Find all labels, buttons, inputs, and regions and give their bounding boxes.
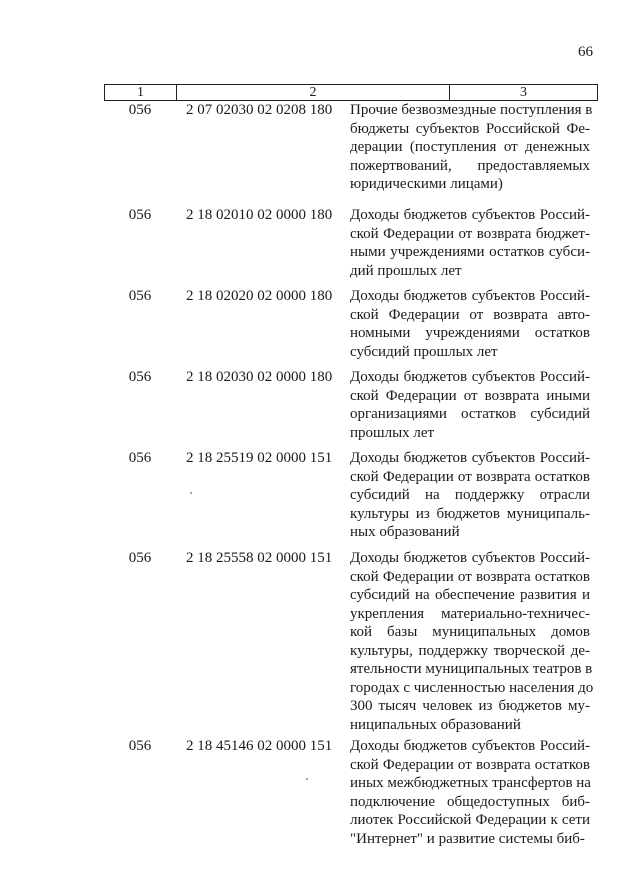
description-line: ской Федерации от возврата авто- [350, 306, 590, 323]
description-line: лиотек Российской Федерации к сети [350, 812, 590, 828]
description-line: ской Федерации от возврата остатков [350, 568, 590, 585]
budget-classification-code: 2 18 25558 02 0000 151 [186, 550, 333, 566]
budget-classification-code: 2 18 45146 02 0000 151 [186, 738, 333, 754]
scan-speck [306, 778, 308, 780]
revenue-description [350, 737, 590, 848]
scan-speck [190, 492, 192, 494]
description-line: Доходы бюджетов субъектов Россий- [350, 550, 590, 566]
description-line: бюджеты субъектов Российской Фе- [350, 120, 590, 137]
description-line: укрепления материально-техничес- [350, 605, 590, 622]
admin-code: 056 [128, 369, 152, 385]
description-line: подключение общедоступных биб- [350, 793, 590, 810]
header-col-1: 1 [105, 85, 177, 100]
description-line: культуры из бюджетов муниципаль- [350, 505, 590, 522]
page-number: 66 [578, 44, 593, 60]
revenue-description [350, 449, 590, 542]
revenue-description [350, 549, 594, 734]
description-line: ными учреждениями остатков субси- [350, 244, 590, 260]
description-line: организациями остатков субсидий [350, 406, 590, 422]
budget-classification-code: 2 18 02020 02 0000 180 [186, 288, 333, 304]
description-line: культуры, поддержку творческой де- [350, 642, 590, 659]
admin-code: 056 [128, 102, 152, 118]
description-line: Доходы бюджетов субъектов Россий- [350, 288, 590, 304]
budget-classification-code: 2 07 02030 02 0208 180 [186, 102, 333, 118]
description-line: иных межбюджетных трансфертов на [350, 775, 591, 791]
admin-code: 056 [128, 550, 152, 566]
description-line: городах с численностью населения до [350, 679, 594, 696]
budget-classification-code: 2 18 02030 02 0000 180 [186, 369, 333, 385]
description-line: юридическими лицами) [350, 176, 503, 192]
description-line: прошлых лет [350, 424, 435, 441]
description-line: ятельности муниципальных театров в [350, 661, 593, 677]
header-col-2: 2 [177, 85, 450, 100]
description-line: дерации (поступления от денежных [350, 139, 590, 155]
revenue-description [350, 368, 590, 442]
revenue-description [350, 206, 590, 280]
header-col-3: 3 [520, 85, 527, 100]
description-line: ской Федерации от возврата остатков [350, 468, 590, 485]
admin-code: 056 [128, 738, 152, 754]
budget-classification-code: 2 18 02010 02 0000 180 [186, 207, 333, 223]
description-line: Доходы бюджетов субъектов Россий- [350, 738, 590, 754]
admin-code: 056 [128, 450, 152, 466]
description-line: ниципальных образований [350, 716, 521, 733]
description-line: ской Федерации от возврата остатков [350, 756, 590, 773]
admin-code: 056 [128, 207, 152, 223]
description-line: Доходы бюджетов субъектов Россий- [350, 450, 590, 466]
description-line: ской Федерации от возврата иными [350, 387, 590, 404]
description-line: Прочие безвозмездные поступления в [350, 102, 593, 118]
description-line: субсидий на обеспечение развития и [350, 587, 590, 603]
budget-classification-code: 2 18 25519 02 0000 151 [186, 450, 333, 466]
description-line: ных образований [350, 524, 460, 540]
description-line: Доходы бюджетов субъектов Россий- [350, 207, 590, 223]
admin-code: 056 [128, 288, 152, 304]
description-line: кой базы муниципальных домов [350, 624, 590, 640]
description-line: пожертвований, предоставляемых [350, 157, 590, 174]
revenue-description [350, 101, 593, 194]
description-line: "Интернет" и развитие системы биб- [350, 830, 585, 847]
description-line: ской Федерации от возврата бюджет- [350, 225, 590, 242]
description-line: субсидий прошлых лет [350, 343, 498, 360]
description-line: 300 тысяч человек из бюджетов му- [350, 698, 590, 714]
description-line: номными учреждениями остатков [350, 325, 590, 341]
description-line: субсидий на поддержку отрасли [350, 487, 590, 503]
description-line: дий прошлых лет [350, 262, 462, 279]
table-header [104, 84, 598, 101]
revenue-description [350, 287, 590, 361]
description-line: Доходы бюджетов субъектов Россий- [350, 369, 590, 385]
